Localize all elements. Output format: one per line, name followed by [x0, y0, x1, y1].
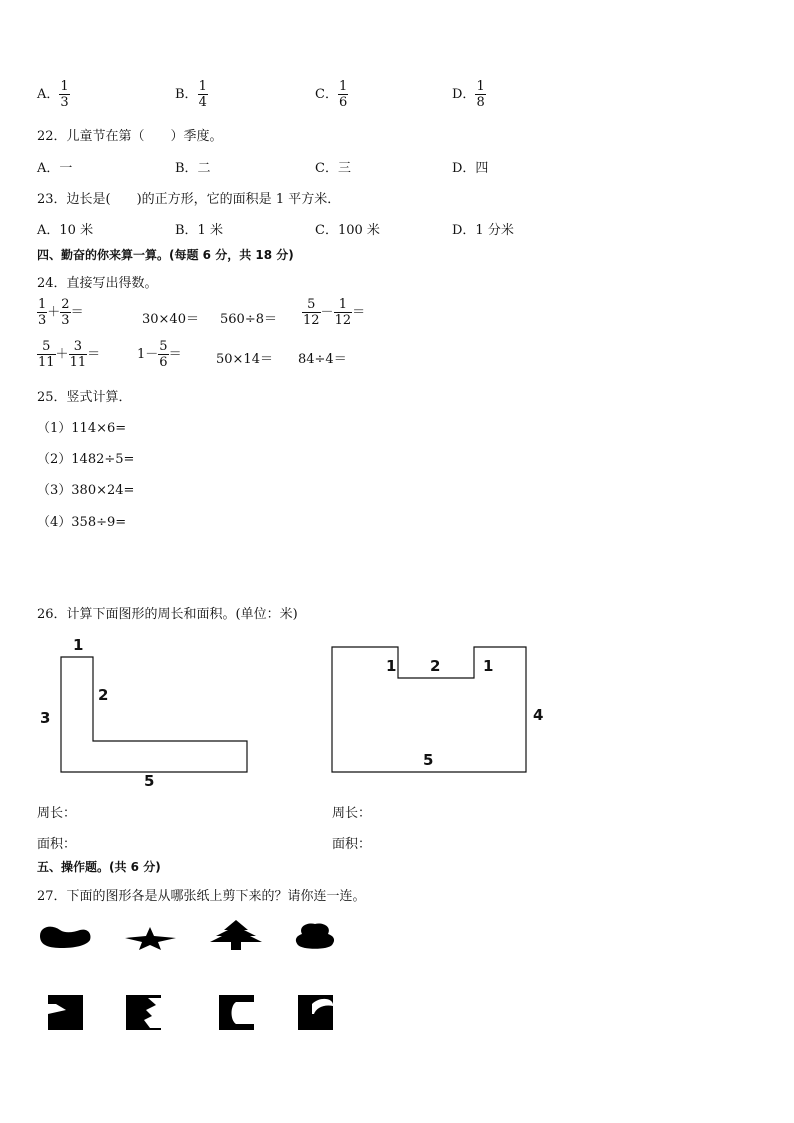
q27-question: 27．下面的图形各是从哪张纸上剪下来的？请你连一连。: [37, 889, 366, 904]
cut-paper-1: [48, 995, 83, 1030]
fig2-label-notch: 2: [430, 657, 441, 675]
q22-question: 22．儿童节在第（ ）季度。: [37, 129, 223, 144]
q25-question: 25．竖式计算．: [37, 390, 132, 405]
fig2-label-right: 4: [533, 706, 544, 724]
q22-option-a[interactable]: A．一: [37, 161, 73, 176]
fig2-label-right-notch: 1: [483, 657, 494, 675]
q26-question: 26．计算下面图形的周长和面积。(单位：米): [37, 607, 298, 622]
q25-item-3: （3）380×24=: [37, 483, 135, 498]
q23-option-d[interactable]: D．1 分米: [452, 223, 514, 238]
fraction: $\frac{1}{4}$: [198, 79, 207, 110]
fig2-label-left-notch: 1: [386, 657, 397, 675]
q22-option-b[interactable]: B．二: [175, 161, 211, 176]
fraction: $\frac{1}{8}$: [476, 79, 485, 110]
q24-row2-expr1: $\frac{5}{11}$ ＋ $\frac{3}{11}$ ＝: [38, 339, 101, 370]
fig1-label-inner: 2: [98, 686, 109, 704]
q24-row1-expr3: 560÷8＝: [220, 312, 277, 327]
fig1-area-label: 面积：: [37, 837, 77, 852]
q23-option-b[interactable]: B．1 米: [175, 223, 223, 238]
section-5-title: 五、操作题。(共 6 分): [37, 860, 161, 874]
q23-option-c[interactable]: C．100 米: [315, 223, 380, 238]
q23-question: 23．边长是( )的正方形，它的面积是 1 平方米．: [37, 192, 341, 207]
cut-paper-2: [126, 995, 161, 1030]
fig1-label-left: 3: [40, 709, 51, 727]
q24-row2-expr3: 50×14＝: [216, 352, 273, 367]
q22-option-c[interactable]: C．三: [315, 161, 351, 176]
fig1-label-bottom: 5: [144, 772, 155, 790]
q25-item-1: （1）114×6=: [37, 421, 127, 436]
fraction: $\frac{1}{6}$: [338, 79, 348, 110]
cut-paper-4: [298, 995, 333, 1030]
fig1-perimeter-label: 周长：: [37, 806, 77, 821]
q24-question: 24．直接写出得数。: [37, 276, 158, 291]
q24-row1-expr2: 30×40＝: [142, 312, 199, 327]
cut-paper-3: [219, 995, 254, 1030]
q21-option-b[interactable]: B． $\frac{1}{4}$: [175, 79, 207, 110]
q24-row1-expr4: $\frac{5}{12}$ － $\frac{1}{12}$ ＝: [303, 297, 366, 328]
q22-option-d[interactable]: D．四: [452, 161, 489, 176]
q21-option-d[interactable]: D． $\frac{1}{8}$: [452, 79, 485, 110]
q24-row1-expr1: $\frac{1}{3}$ ＋ $\frac{2}{3}$ ＝: [38, 297, 84, 328]
fig2-area-label: 面积：: [332, 837, 372, 852]
q25-item-2: （2）1482÷5=: [37, 452, 135, 467]
fig1-label-top: 1: [73, 636, 84, 654]
q24-row2-expr4: 84÷4＝: [298, 352, 347, 367]
section-4-title: 四、勤奋的你来算一算。(每题 6 分，共 18 分): [37, 248, 294, 262]
q24-row2-expr2: 1－ $\frac{5}{6}$ ＝: [137, 339, 182, 370]
q25-item-4: （4）358÷9=: [37, 515, 127, 530]
fig2-label-bottom: 5: [423, 751, 434, 769]
star-icon: [125, 927, 176, 950]
q23-option-a[interactable]: A．10 米: [37, 223, 94, 238]
q21-option-c[interactable]: C． $\frac{1}{6}$: [315, 79, 348, 110]
heart-icon: [40, 927, 91, 948]
snowman-icon: [296, 923, 334, 948]
tree-icon: [210, 920, 262, 950]
fig2-perimeter-label: 周长：: [332, 806, 372, 821]
fraction: $\frac{1}{3}$: [60, 79, 69, 110]
q21-option-a[interactable]: A． $\frac{1}{3}$: [37, 79, 69, 110]
